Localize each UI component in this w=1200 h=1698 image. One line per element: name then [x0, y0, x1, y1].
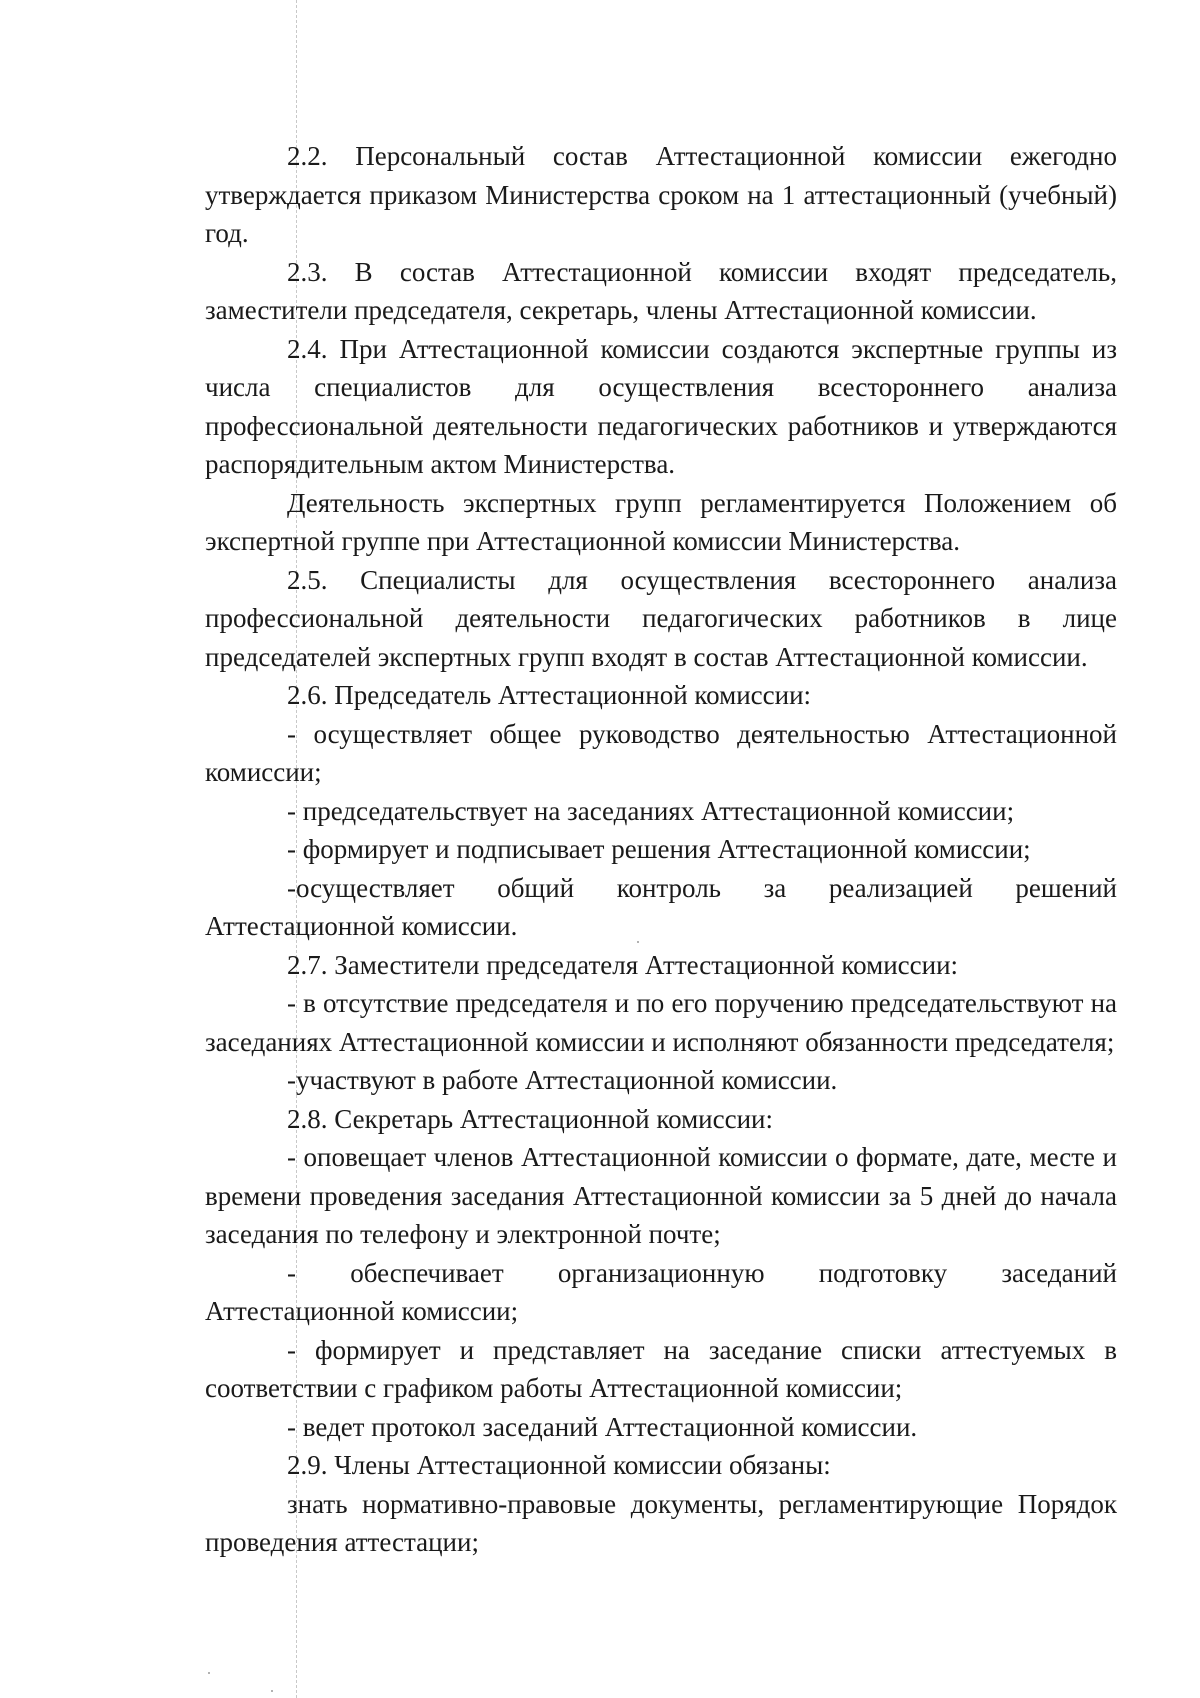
paragraph-2-7: 2.7. Заместители председателя Аттестационной комиссии:: [287, 949, 959, 980]
list-item-secretary-1: - оповещает членов Аттестационной комиссии о формате, дате, месте и времени проведения заседания Аттестационной комиссии за 5 дней до начала заседания по телефону и электронной почте;: [205, 1142, 1117, 1249]
list-item-chair-2: - председательствует на заседаниях Аттестационной комиссии;: [287, 795, 1015, 826]
paragraph-2-5: 2.5. Специалисты для осуществления всестороннего анализа профессиональной деятельности педагогических работников в лице председателей экспертных групп входят в состав Аттестационной комиссии.: [205, 564, 1117, 672]
paragraph-2-2: 2.2. Персональный состав Аттестационной комиссии ежегодно утверждается приказом Министерства сроком на 1 аттестационный (учебный) год.: [205, 141, 1117, 248]
list-item-deputy-2: -участвуют в работе Аттестационной комиссии.: [287, 1065, 838, 1095]
list-item-chair-1: - осуществляет общее руководство деятельностью Аттестационной комиссии;: [205, 718, 1117, 787]
list-item-secretary-2: - обеспечивает организационную подготовку заседаний Аттестационной комиссии;: [205, 1257, 1117, 1326]
list-item-members-1: знать нормативно-правовые документы, регламентирующие Порядок проведения аттестации;: [205, 1488, 1117, 1557]
paragraph-2-9: 2.9. Члены Аттестационной комиссии обязаны:: [287, 1450, 831, 1480]
paragraph-2-4: 2.4. При Аттестационной комиссии создаются экспертные группы из числа специалистов для осуществления всестороннего анализа профессиональной деятельности педагогических работников и утверждаются распорядительным актом Министерства.: [205, 333, 1117, 479]
paragraph-2-3: 2.3. В состав Аттестационной комиссии входят председатель, заместители председателя, секретарь, члены Аттестационной комиссии.: [205, 256, 1117, 325]
list-item-chair-3: - формирует и подписывает решения Аттестационной комиссии;: [287, 834, 1031, 864]
list-item-deputy-1: - в отсутствие председателя и по его поручению председательствуют на заседаниях Аттестационной комиссии и исполняют обязанности председателя;: [205, 988, 1117, 1057]
list-item-chair-4: -осуществляет общий контроль за реализацией решений Аттестационной комиссии.: [205, 872, 1117, 941]
list-item-secretary-4: - ведет протокол заседаний Аттестационной комиссии.: [287, 1411, 918, 1442]
paragraph-expert-groups: Деятельность экспертных групп регламентируется Положением об экспертной группе при Аттестационной комиссии Министерства.: [205, 487, 1117, 556]
scan-speck: [208, 1672, 210, 1674]
list-item-secretary-3: - формирует и представляет на заседание списки аттестуемых в соответствии с графиком работы Аттестационной комиссии;: [205, 1334, 1117, 1403]
scan-speck: [271, 1690, 273, 1692]
paragraph-2-6: 2.6. Председатель Аттестационной комиссии:: [287, 680, 812, 710]
document-body: [205, 137, 1117, 1562]
scan-speck: [637, 941, 639, 943]
paragraph-2-8: 2.8. Секретарь Аттестационной комиссии:: [287, 1103, 773, 1134]
